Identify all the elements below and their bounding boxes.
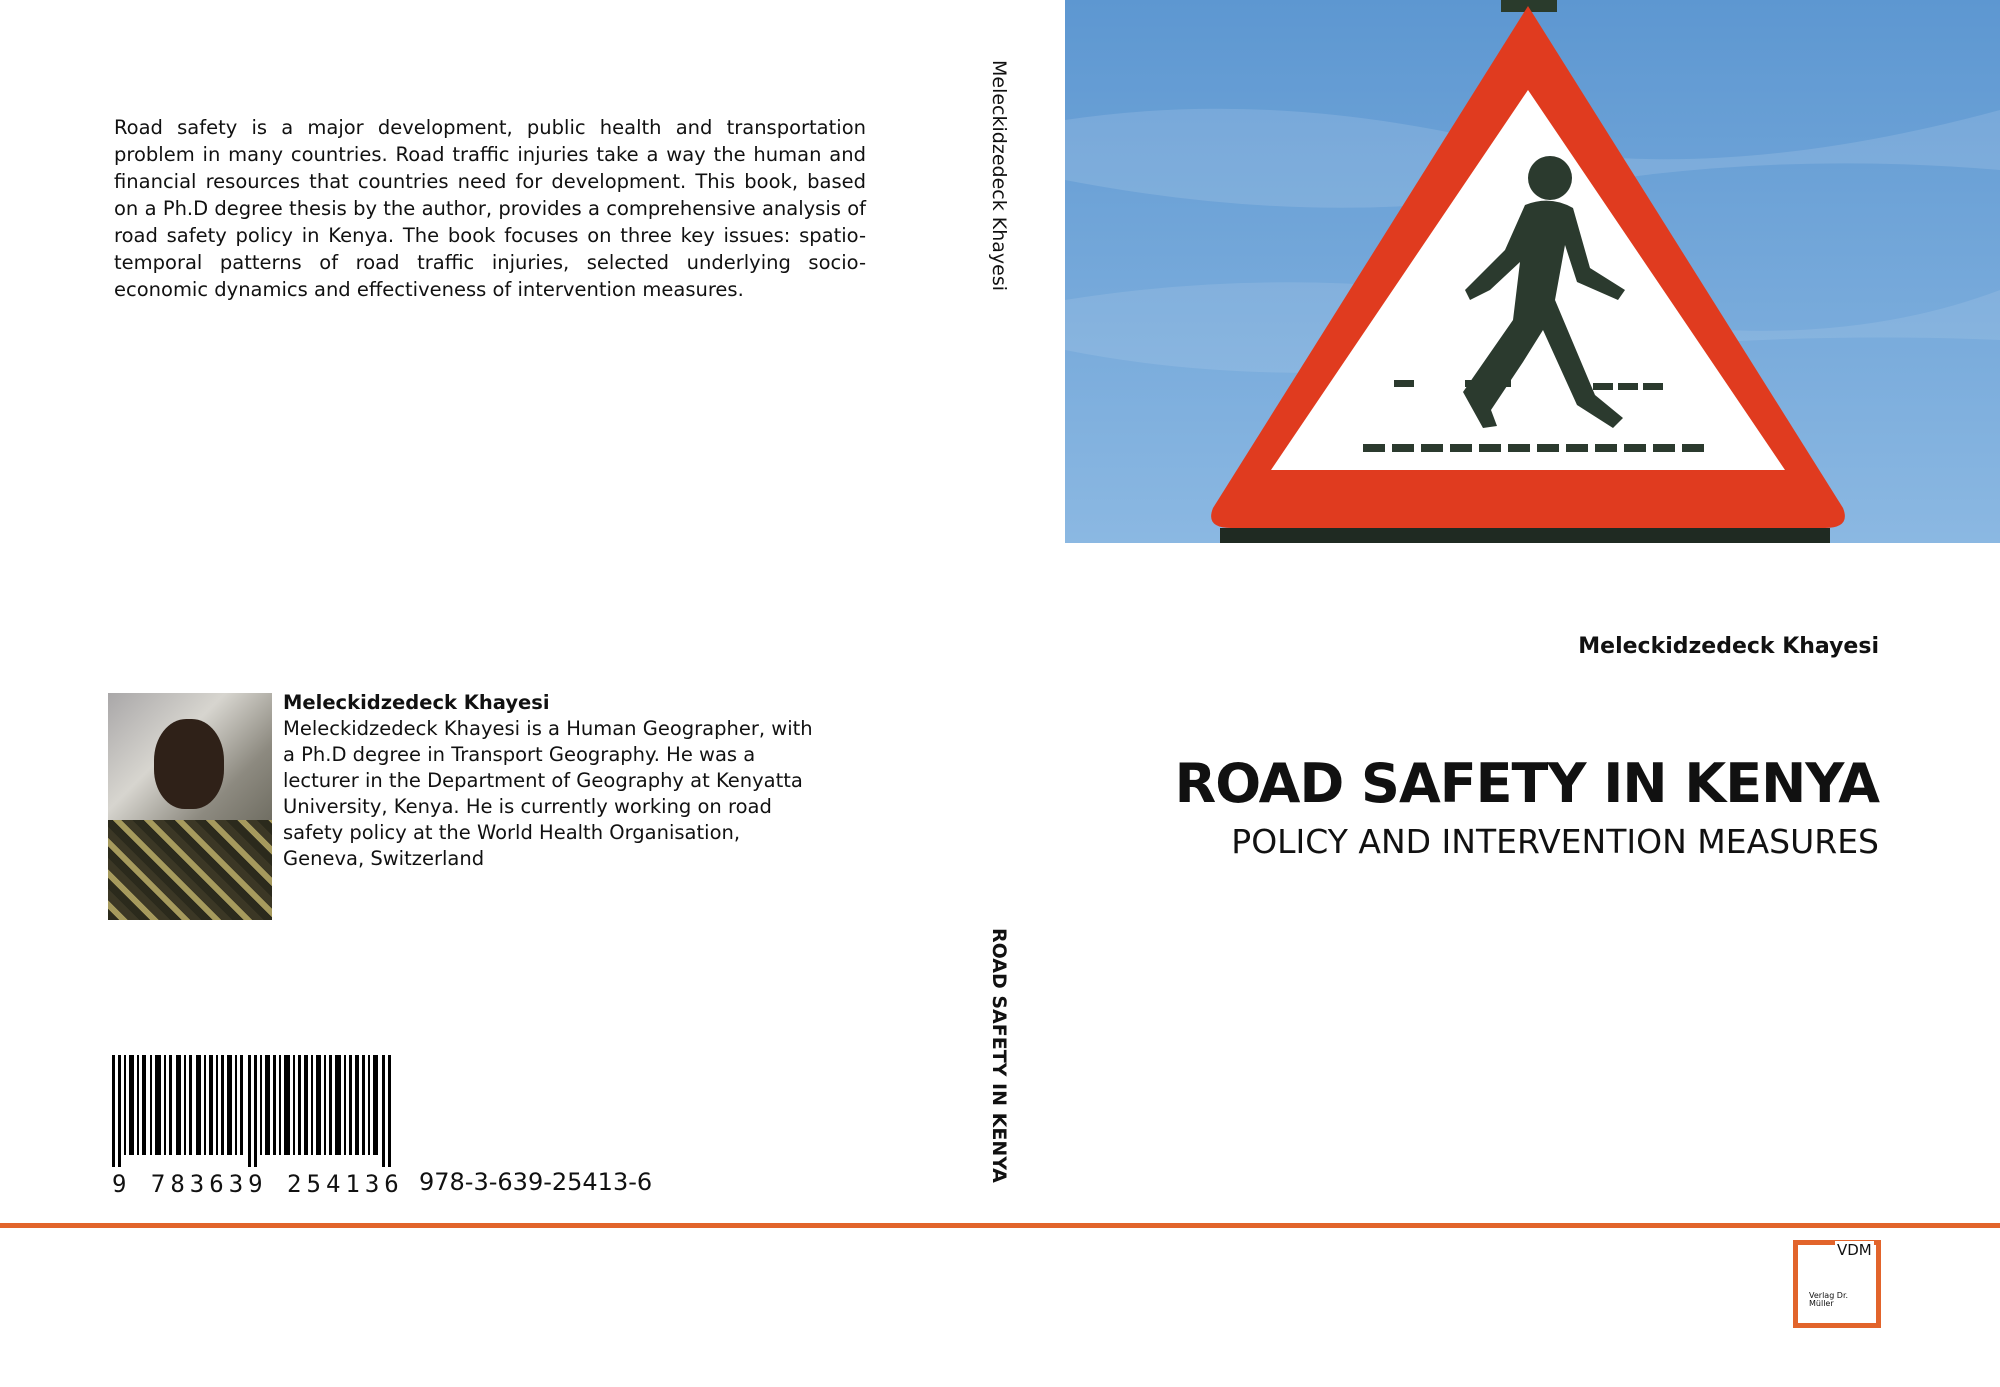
barcode	[110, 1055, 404, 1198]
front-cover-subtitle: POLICY AND INTERVENTION MEASURES	[1231, 822, 1879, 861]
logo-subtext: Verlag Dr. Müller	[1809, 1291, 1849, 1308]
front-cover-author: Meleckidzedeck Khayesi	[1578, 634, 1879, 659]
author-face	[154, 719, 224, 809]
front-cover-title: ROAD SAFETY IN KENYA	[1174, 752, 1879, 815]
spine-author: Meleckidzedeck Khayesi	[988, 60, 1010, 291]
back-cover-blurb: Road safety is a major development, public health and transportation problem in many countries. Road traffic injuries take a way the human and financial resources that countries need for development. This book, based on a Ph.D degree thesis by the author, provides a comprehensive analysis of road safety policy in Kenya. The book focuses on three key issues: spatio-temporal patterns of road traffic injuries, selected underlying socio-economic dynamics and effectiveness of intervention measures.	[114, 116, 866, 301]
author-bio-text: Meleckidzedeck Khayesi is a Human Geographer, with a Ph.D degree in Transport Geography. He was a lecturer in the Department of Geography at Kenyatta University, Kenya. He is currently working on road safety policy at the World Health Organisation, Geneva, Switzerland	[283, 717, 813, 870]
author-shirt	[108, 820, 272, 920]
barcode-bars	[110, 1055, 400, 1167]
author-bio	[283, 690, 823, 872]
isbn: 978-3-639-25413-6	[419, 1168, 653, 1196]
author-photo	[108, 693, 272, 920]
orange-divider-line	[0, 1223, 2000, 1228]
logo-text: VDM	[1837, 1241, 1872, 1259]
author-bio-name: Meleckidzedeck Khayesi	[283, 691, 550, 714]
cover-photo-pedestrian-sign	[1065, 0, 2000, 543]
barcode-digits: 9 783639 254136	[112, 1170, 404, 1198]
publisher-logo	[1793, 1240, 1881, 1328]
spine-title: ROAD SAFETY IN KENYA	[988, 928, 1010, 1183]
pedestrian-crossing-sign-image	[1065, 0, 2000, 543]
